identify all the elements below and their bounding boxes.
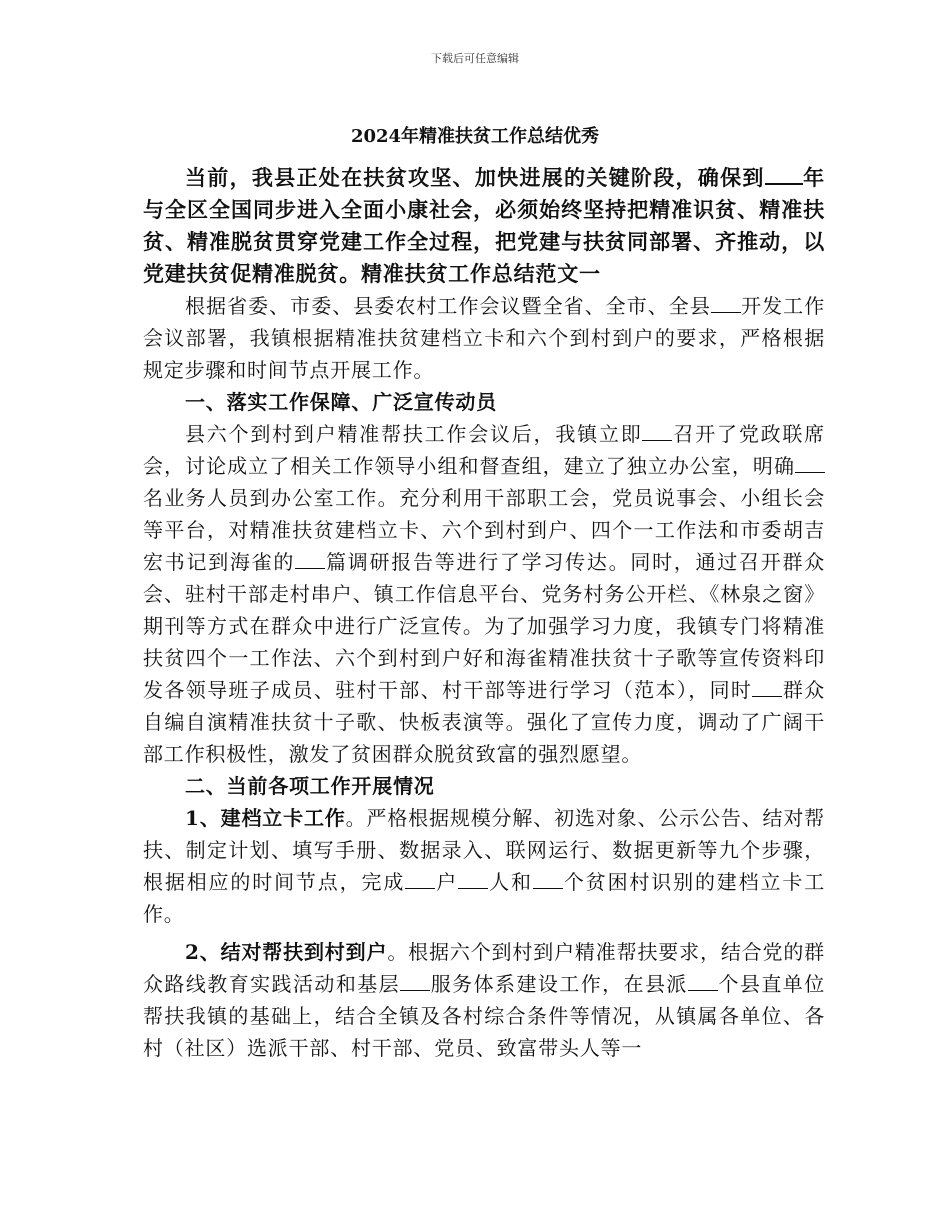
- blank-field: [458, 870, 488, 889]
- blank-field: [711, 294, 741, 313]
- blank-field: [688, 972, 718, 991]
- paragraph-4: [143, 936, 825, 1064]
- intro-text-b: 年与全区全国同步进入全面小康社会，必须始终坚持把精准识贫、精准扶贫、精准脱贫贯穿党建工作全过程，把党建与扶贫同部署、齐推动，以党建扶贫促精准脱贫。精准扶贫工作总结范文一: [143, 165, 825, 286]
- paragraph-3: [143, 802, 825, 930]
- p3-text-c: 人和: [488, 870, 533, 894]
- p2-text-a: 县六个到村到户精准帮扶工作会议后，我镇立即: [185, 422, 643, 446]
- p2-text-b: 召开了党政联席会，讨论成立了相关工作领导小组和督查组，建立了独立办公室，明确: [143, 422, 825, 478]
- p4-text-a: 。根据六个到村到户精准帮扶要求，结合党的群众路线教育实践活动和基层: [143, 940, 825, 996]
- blank-field: [295, 550, 325, 569]
- p4-text-c: 个县直单位帮扶我镇的基础上，结合全镇及各村综合条件等情况，从镇属各单位、各村（社区）选派干部、村干部、党员、致富带头人等一: [143, 972, 826, 1060]
- document-body: [143, 162, 825, 1064]
- intro-text-a: 当前，我县正处在扶贫攻坚、加快进展的关键阶段，确保到: [185, 165, 765, 190]
- p4-text-b: 服务体系建设工作，在县派: [430, 972, 688, 996]
- p3-lead: 1、建档立卡工作: [185, 806, 346, 830]
- page-header: 下载后可任意编辑: [431, 52, 519, 65]
- blank-field: [400, 972, 430, 991]
- blank-field: [642, 422, 672, 441]
- paragraph-1: [143, 290, 825, 386]
- p3-text-a: 。严格根据规模分解、初选对象、公示公告、结对帮扶、制定计划、填写手册、数据录入、联网运行、数据更新等九个步骤，根据相应的时间节点，完成: [143, 806, 825, 894]
- p4-lead: 2、结对帮扶到村到户: [185, 940, 388, 964]
- p2-text-e: 群众自编自演精准扶贫十子歌、快板表演等。强化了宣传力度，调动了广阔干部工作积极性，激发了贫困群众脱贫致富的强烈愿望。: [143, 678, 825, 766]
- paragraph-2: [143, 418, 825, 770]
- blank-field: [533, 870, 563, 889]
- p1-text-a: 根据省委、市委、县委农村工作会议暨全省、全市、全县: [185, 294, 711, 318]
- p1-text-b: 开发工作会议部署，我镇根据精准扶贫建档立卡和六个到村到户的要求，严格根据规定步骤和时间节点开展工作。: [143, 294, 825, 382]
- p2-text-c: 名业务人员到办公室工作。充分利用干部职工会，党员说事会、小组长会等平台，对精准扶贫建档立卡、六个到村到户、四个一工作法和市委胡吉宏书记到海雀的: [143, 486, 825, 574]
- intro-paragraph: [143, 162, 825, 290]
- blank-field: [765, 164, 803, 185]
- section-heading-1: 一、落实工作保障、广泛宣传动员: [185, 390, 497, 414]
- p2-text-d: 篇调研报告等进行了学习传达。同时，通过召开群众会、驻村干部走村串户、镇工作信息平台、党务村务公开栏、《林泉之窗》期刊等方式在群众中进行广泛宣传。为了加强学习力度，我镇专门将精准扶贫四个一工作法、六个到村到户好和海雀精准扶贫十子歌等宣传资料印发各领导班子成员、驻村干部、村干部等进行学习（范本），同时: [143, 550, 825, 702]
- section-heading-2: 二、当前各项工作开展情况: [185, 774, 435, 798]
- document-title: 2024年精准扶贫工作总结优秀: [350, 126, 600, 147]
- blank-field: [752, 678, 782, 697]
- blank-field: [405, 870, 435, 889]
- p3-text-b: 户: [435, 870, 459, 894]
- p3-text-d: 个贫困村识别的建档立卡工作。: [143, 870, 825, 926]
- blank-field: [795, 454, 825, 473]
